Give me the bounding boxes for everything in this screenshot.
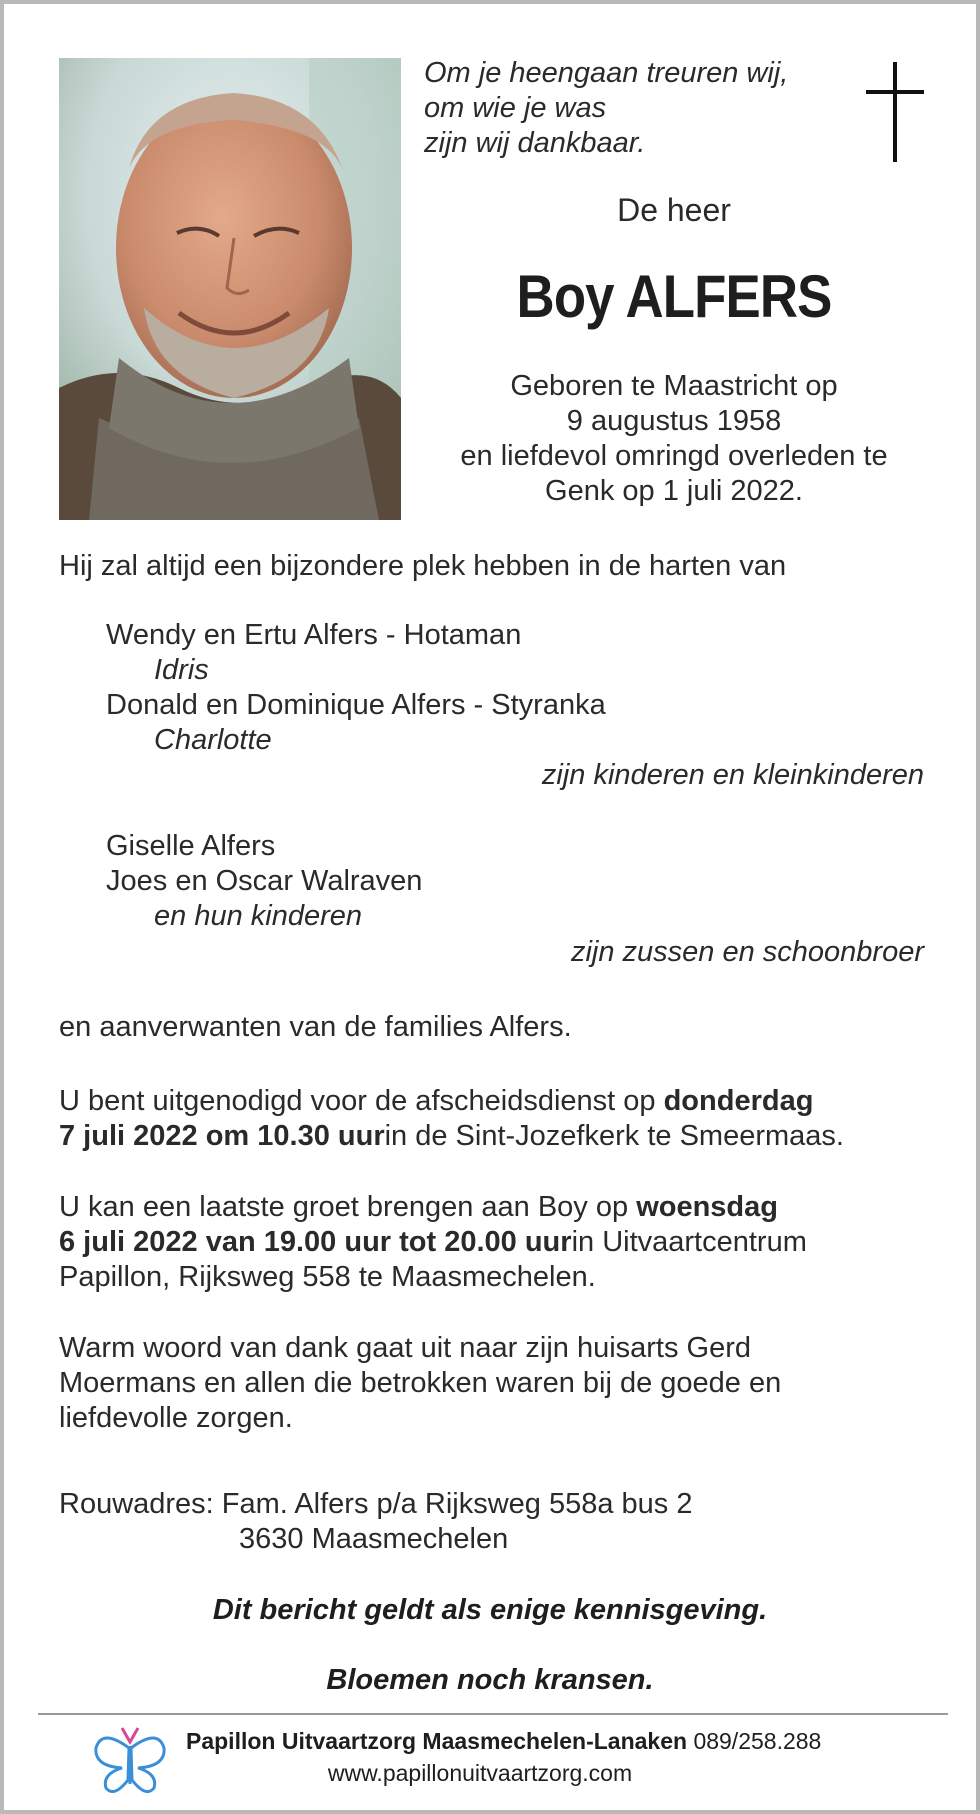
salutation: De heer xyxy=(617,192,731,228)
relatives-text: en aanverwanten van de families Alfers. xyxy=(59,1011,572,1043)
family-line: Joes en Oscar Walraven xyxy=(106,865,423,897)
birth-line: Geboren te Maastricht op xyxy=(510,370,838,402)
visit-pre: U kan een laatste groet brengen aan Boy op xyxy=(59,1191,637,1223)
intro-text: Hij zal altijd een bijzondere plek hebben in de harten van xyxy=(59,550,787,582)
company-phone: 089/258.288 xyxy=(693,1728,822,1754)
poem-line: Om je heengaan treuren wij, xyxy=(424,57,789,89)
service-pre: U bent uitgenodigd voor de afscheidsdienst op xyxy=(59,1085,664,1117)
thanks-line: Moermans en allen die betrokken waren bij de goede en xyxy=(59,1367,782,1399)
service-text xyxy=(59,1084,939,1154)
footer-divider xyxy=(38,1713,948,1715)
notice-text: Dit bericht geldt als enige kennisgeving. xyxy=(212,1594,768,1626)
company-name: Papillon Uitvaartzorg Maasmechelen-Lanaken xyxy=(186,1728,688,1754)
address-line: Rouwadres: Fam. Alfers p/a Rijksweg 558a bus 2 xyxy=(59,1488,693,1520)
family-line: Giselle Alfers xyxy=(106,830,276,862)
family-line: en hun kinderen xyxy=(154,900,362,932)
poem-line: zijn wij dankbaar. xyxy=(424,127,646,159)
birth-death-details xyxy=(404,369,944,509)
birth-line: en liefdevol omringd overleden te xyxy=(460,440,888,472)
footer-company-line xyxy=(186,1728,821,1755)
service-date: 7 juli 2022 om 10.30 uur xyxy=(59,1120,385,1152)
poem-line: om wie je was xyxy=(424,92,607,124)
birth-line: Genk op 1 juli 2022. xyxy=(545,475,803,507)
visit-post: in Uitvaartcentrum xyxy=(571,1226,807,1258)
poem xyxy=(424,56,788,161)
children-relation: zijn kinderen en kleinkinderen xyxy=(541,759,924,791)
obituary-card xyxy=(4,4,976,1810)
thanks-line: Warm woord van dank gaat uit naar zijn huisarts Gerd xyxy=(59,1332,752,1364)
address-line: 3630 Maasmechelen xyxy=(239,1523,509,1555)
family-line: Idris xyxy=(154,654,209,686)
children-list xyxy=(106,618,606,758)
birth-line: 9 augustus 1958 xyxy=(566,405,782,437)
mourning-address xyxy=(59,1487,692,1557)
siblings-relation: zijn zussen en schoonbroer xyxy=(570,936,924,968)
flowers-text: Bloemen noch kransen. xyxy=(326,1664,654,1696)
thanks-line: liefdevolle zorgen. xyxy=(59,1402,293,1434)
visit-location: Papillon, Rijksweg 558 te Maasmechelen. xyxy=(59,1261,596,1293)
butterfly-logo-icon xyxy=(92,1718,168,1800)
cross-icon xyxy=(866,62,924,162)
visit-date: 6 juli 2022 van 19.00 uur tot 20.00 uur xyxy=(59,1226,572,1258)
portrait-photo xyxy=(59,58,401,520)
visit-day: woensdag xyxy=(636,1191,778,1223)
siblings-list xyxy=(106,829,422,934)
family-line: Charlotte xyxy=(154,724,272,756)
thanks-text xyxy=(59,1331,939,1436)
family-line: Wendy en Ertu Alfers - Hotaman xyxy=(106,619,522,651)
service-post: in de Sint-Jozefkerk te Smeermaas. xyxy=(384,1120,844,1152)
service-day: donderdag xyxy=(663,1085,814,1117)
company-website[interactable]: www.papillonuitvaartzorg.com xyxy=(327,1760,633,1786)
visit-text xyxy=(59,1190,939,1295)
family-line: Donald en Dominique Alfers - Styranka xyxy=(106,689,606,721)
deceased-name: Boy ALFERS xyxy=(516,263,832,330)
